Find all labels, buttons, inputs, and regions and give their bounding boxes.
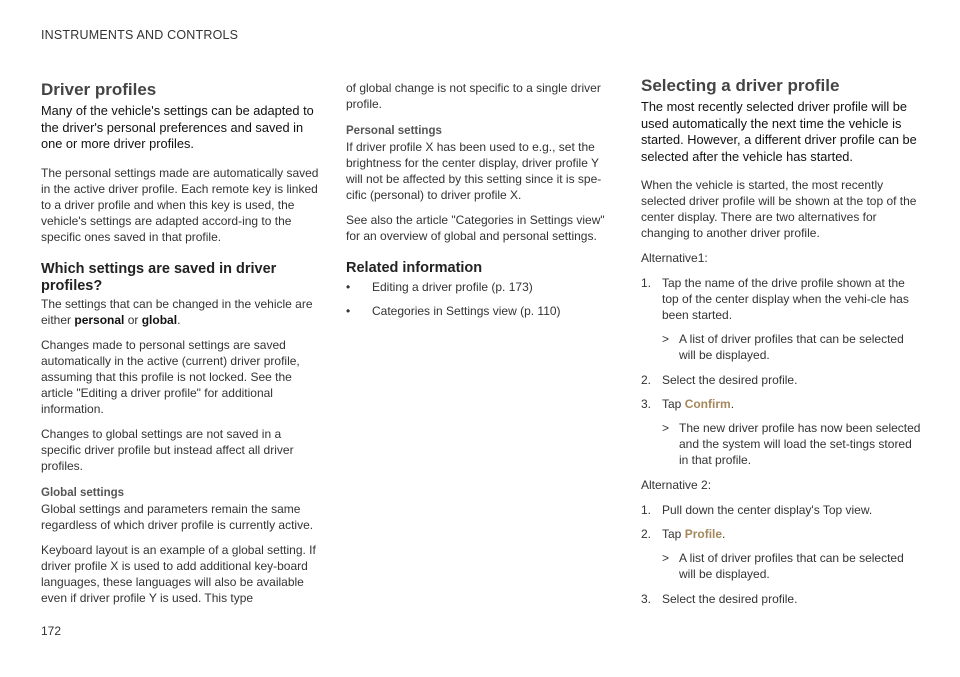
step-text: Tap the name of the drive profile shown at the top of the center display when the vehi-cle has been started. (662, 276, 909, 322)
step-number: 2. (641, 373, 652, 387)
paragraph: Changes to global settings are not saved in a specific driver profile but instead affect all driver profiles. (41, 426, 294, 473)
text: . (730, 397, 735, 411)
related-link-categories[interactable] (346, 303, 608, 319)
step (641, 372, 923, 388)
result-text: The new driver profile has now been selected and the system will load the set-tings stored in that profile. (679, 421, 921, 467)
step (641, 502, 923, 518)
result-marker: > (662, 332, 670, 346)
section-title-selecting-profile: Selecting a driver profile (641, 76, 840, 95)
page-number: 172 (41, 624, 62, 638)
step-text: Select the desired profile. (662, 373, 798, 387)
text: . (722, 527, 726, 541)
step-number: 1. (641, 276, 652, 290)
lead-paragraph: The most recently selected driver profile will be used automatically the next time the vehicle is started. However, a different driver profile can be selected after the vehicle has started. (641, 99, 917, 164)
profile-key-label: Profile (684, 527, 723, 541)
lead-paragraph: Many of the vehicle's settings can be adapted to the driver's personal preferences and saved in one or more driver profiles. (41, 103, 314, 151)
term-global: global (141, 312, 178, 327)
step-text: Select the desired profile. (662, 592, 798, 606)
bullet: • (346, 280, 351, 294)
confirm-key-label: Confirm (684, 397, 731, 411)
alternative-2-label: Alternative 2: (641, 478, 712, 492)
step (641, 396, 923, 412)
step-number: 3. (641, 397, 652, 411)
subheading-personal-settings: Personal settings (346, 125, 442, 137)
step (641, 275, 923, 323)
alternative-1-label: Alternative1: (641, 251, 708, 265)
step-result (641, 420, 923, 468)
result-text: A list of driver profiles that can be selected will be displayed. (679, 332, 904, 362)
paragraph (41, 296, 323, 328)
text: . (177, 312, 181, 327)
result-marker: > (662, 421, 670, 435)
text: The settings that can be changed in the vehicle are either (41, 296, 313, 327)
step-text: Tap (662, 527, 685, 541)
paragraph: If driver profile X has been used to e.g., set the brightness for the center display, driver profile Y will not be affected by this setting since it is spe-cific (personal) to driver profile X. (346, 140, 602, 202)
paragraph: See also the article "Categories in Settings view" for an overview of global and personal settings. (346, 213, 605, 243)
step-text: Pull down the center display's Top view. (662, 503, 873, 517)
column-driver-profiles (41, 80, 323, 615)
step (641, 526, 923, 542)
step-text: Tap (662, 397, 685, 411)
step-number: 2. (641, 527, 652, 541)
related-link-editing-profile[interactable] (346, 279, 608, 295)
subheading-related-information: Related information (346, 260, 483, 276)
subheading-global-settings: Global settings (41, 486, 125, 499)
section-title-driver-profiles: Driver profiles (41, 80, 157, 99)
column-personal-settings (346, 80, 608, 327)
term-personal: personal (74, 312, 125, 327)
result-marker: > (662, 551, 670, 565)
paragraph: Changes made to personal settings are saved automatically in the active (current) driver profile, assuming that this profile is not locked. See the article "Editing a driver profile" for additional information. (41, 337, 300, 416)
paragraph: The personal settings made are automatically saved in the active driver profile. Each remote key is linked to a driver profile and when this key is used, the vehicle's settings are adapted accord-ing to the specific ones saved in that profile. (41, 165, 319, 244)
running-head: INSTRUMENTS AND CONTROLS (41, 28, 239, 42)
step-number: 3. (641, 592, 652, 606)
bullet: • (346, 304, 351, 318)
step-result (641, 331, 923, 363)
step (641, 591, 923, 607)
subheading-saved-settings: Which settings are saved in driver profiles? (41, 260, 277, 294)
related-link-label: Categories in Settings view (p. 110) (372, 304, 561, 318)
text: or (124, 312, 142, 327)
paragraph: of global change is not specific to a single driver profile. (346, 81, 601, 111)
related-link-label: Editing a driver profile (p. 173) (372, 280, 533, 294)
paragraph: Keyboard layout is an example of a global setting. If driver profile X is used to add additional key-board languages, these languages will also be available even if driver profile Y is used. This type (41, 542, 316, 605)
paragraph: When the vehicle is started, the most recently selected driver profile will be shown at the top of the center display. There are two alternatives for changing to another driver profile. (641, 178, 917, 240)
step-result (641, 550, 923, 582)
related-list (346, 279, 608, 319)
result-text: A list of driver profiles that can be selected will be displayed. (679, 551, 904, 581)
column-selecting-profile (641, 76, 923, 615)
step-number: 1. (641, 503, 652, 517)
paragraph: Global settings and parameters remain the same regardless of which driver profile is currently active. (41, 501, 314, 532)
